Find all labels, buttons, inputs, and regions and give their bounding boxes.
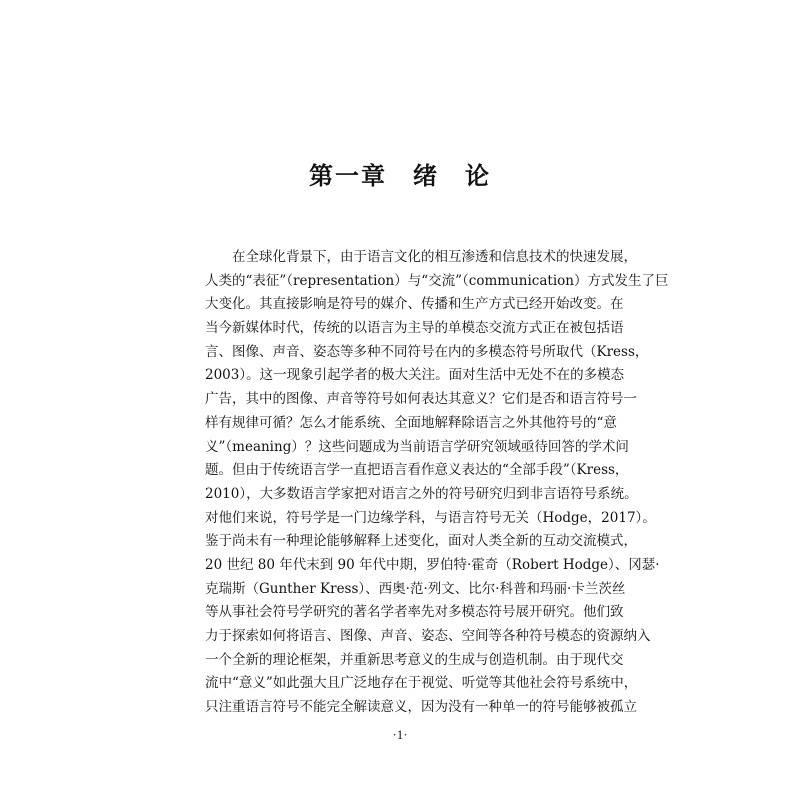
text-line: 力于探索如何将语言、图像、声音、姿态、空间等各种符号模态的资源纳入 <box>205 628 651 644</box>
text-line: 在全球化背景下，由于语言文化的相互渗透和信息技术的快速发展， <box>232 249 637 265</box>
text-line: 义”（meaning）？这些问题成为当前语言学研究领域亟待回答的学术问 <box>205 438 629 455</box>
text-line: 克瑞斯（Gunther Kress）、西奥·范·列文、比尔·科普和玛丽·卡兰茨丝 <box>205 580 626 597</box>
text-line: 只注重语言符号不能完全解读意义，因为没有一种单一的符号能够被孤立 <box>205 699 637 716</box>
text-line: 流中“意义”如此强大且广泛地存在于视觉、听觉等其他社会符号系统中， <box>205 675 638 692</box>
text-line: 一个全新的理论框架，并重新思考意义的生成与创造机制。由于现代交 <box>205 651 624 668</box>
text-line: 人类的“表征”（representation）与“交流”（communication）方式发生了巨 <box>205 272 669 289</box>
text-line: 广告，其中的图像、声音等符号如何表达其意义？它们是否和语言符号一 <box>205 391 637 408</box>
text-line: 鉴于尚未有一种理论能够解释上述变化，面对人类全新的互动交流模式， <box>205 533 637 550</box>
text-line: 对他们来说，符号学是一门边缘学科，与语言符号无关（Hodge，2017）。 <box>205 509 656 526</box>
text-line: 言、图像、声音、姿态等多种不同符号在内的多模态符号所取代（Kress， <box>205 343 649 360</box>
text-line: 20 世纪 80 年代末到 90 年代中期，罗伯特·霍奇（Robert Hodge）、冈瑟· <box>205 556 660 573</box>
text-line: 题。但由于传统语言学一直把语言看作意义表达的“全部手段”（Kress， <box>205 462 629 479</box>
page-number: ·1· <box>392 727 408 742</box>
body-paragraph <box>205 246 669 720</box>
text-line: 等从事社会符号学研究的著名学者率先对多模态符号展开研究。他们致 <box>205 604 624 621</box>
chapter-title: 第一章 绪 论 <box>309 161 491 190</box>
text-line: 2003）。这一现象引起学者的极大关注。面对生活中无处不在的多模态 <box>205 367 625 384</box>
text-line: 样有规律可循？怎么才能系统、全面地解释除语言之外其他符号的“意 <box>205 414 617 431</box>
text-line: 大变化。其直接影响是符号的媒介、传播和生产方式已经开始改变。在 <box>205 296 624 313</box>
text-line: 当今新媒体时代，传统的以语言为主导的单模态交流方式正在被包括语 <box>205 320 624 337</box>
text-line: 2010），大多数语言学家把对语言之外的符号研究归到非言语符号系统。 <box>205 485 638 502</box>
